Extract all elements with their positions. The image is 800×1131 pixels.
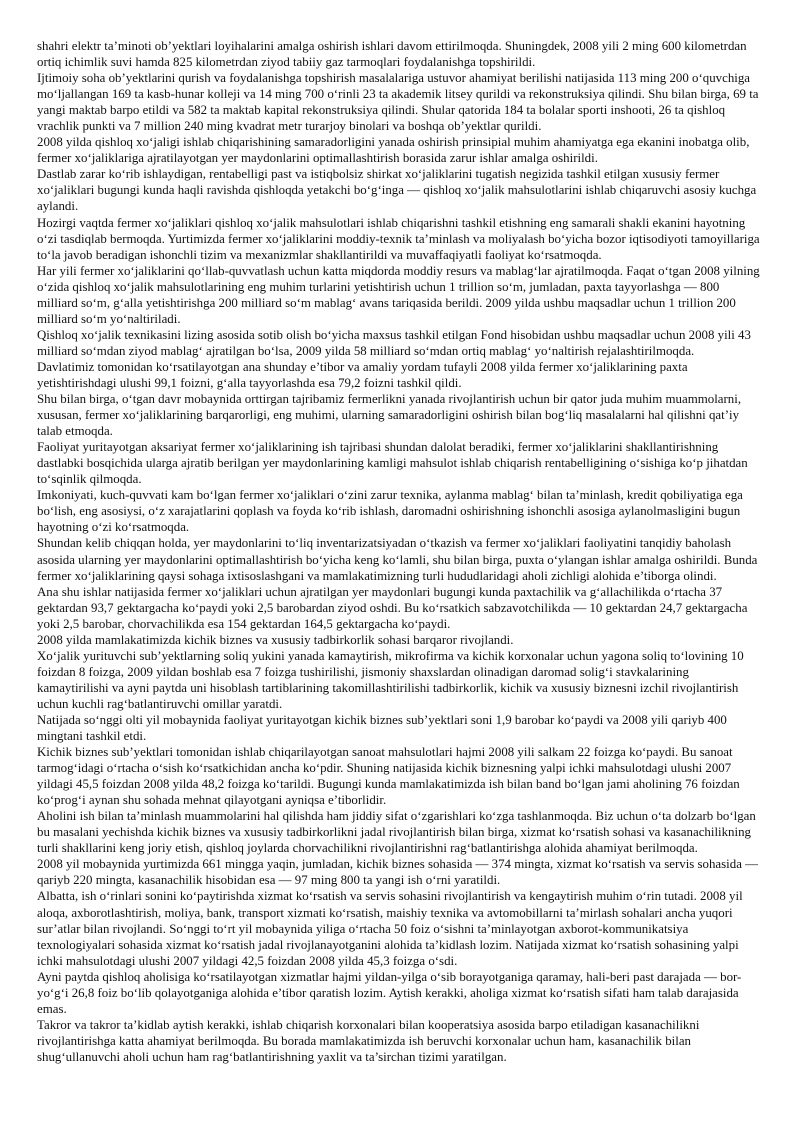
paragraph-4: Dastlab zarar ko‘rib ishlaydigan, rentabelligi past va istiqbolsiz shirkat xo‘jaliklarini tugatish negizida tashkil etilgan xususiy fermer xo‘jaliklari bugungi kunda haqli ravishda qishloqda yetakchi bo‘g‘inga — qishloq xo‘jalik mahsulotlarini ishlab chiqaruvchi asosiy kuchga aylandi. [37, 167, 757, 214]
paragraph-11: Imkoniyati, kuch-quvvati kam bo‘lgan fermer xo‘jaliklari o‘zini zarur texnika, aylanma mablag‘ bilan ta’minlash, kredit qobiliyatiga ega bo‘lish, eng asosiysi, o‘z xarajatlarini qoplash va foyda ko‘rib ishlash, daromadni oshirishning ishonchli asosiga aylanolmasligini bugun hayotning o‘zi ko‘rsatmoqda. [37, 488, 743, 535]
paragraph-17: Kichik biznes sub’yektlari tomonidan ishlab chiqarilayotgan sanoat mahsulotlari hajmi 2008 yili salkam 22 foizga ko‘paydi. Bu sanoat tarmog‘idagi o‘rtacha o‘sish ko‘rsatkichidan ancha ko‘pdir. Shuning natijasida kichik biznesning yalpi ichki mahsulotdagi ulushi 2007 yildagi 45,5 foizdan 2008 yilda 48,2 foizga ko‘tarildi. Bugungi kunda mamlakatimizda ish bilan band bo‘lgan jami aholining 76 foizdan ko‘prog‘i aynan shu sohada mehnat qilayotgani ayniqsa e’tiborlidir. [37, 745, 740, 808]
paragraph-16: Natijada so‘nggi olti yil mobaynida faoliyat yuritayotgan kichik biznes sub’yektlari soni 1,9 barobar ko‘paydi va 2008 yili qariyb 400 mingtani tashkil etdi. [37, 712, 727, 744]
paragraph-20: Albatta, ish o‘rinlari sonini ko‘paytirishda xizmat ko‘rsatish va servis sohasini rivojlantirish va kengaytirish muhim o‘rin tutadi. 2008 yil aloqa, axborotlashtirish, moliya, bank, transport xizmati ko‘rsatish, maishiy texnika va avtomobillarni ta’mirlash sohalari ancha yuqori sur’atlar bilan rivojlandi. So‘nggi to‘rt yil mobaynida yiliga o‘rtacha 50 foiz o‘sishni ta’minlayotgan axborot-kommunikatsiya texnologiyalari sohasida xizmat ko‘rsatish jadal rivojlanayotganini alohida ta’kidlash lozim. Natijada xizmat ko‘rsatish sohasining yalpi ichki mahsulotdagi ulushi 2007 yildagi 42,5 foizdan 2008 yilda 45,3 foizga o‘sdi. [37, 889, 743, 968]
paragraph-5: Hozirgi vaqtda fermer xo‘jaliklari qishloq xo‘jalik mahsulotlari ishlab chiqarishni tashkil etishning eng samarali shakli ekanini hayotning o‘zi tasdiqlab bermoqda. Yurtimizda fermer xo‘jaliklarini moddiy-texnik ta’minlash va moliyalash bo‘yicha bozor iqtisodiyoti tamoyillariga to‘la javob beradigan ishonchli tizim va mexanizmlar shakllantirildi va muvaffaqiyatli faoliyat ko‘rsatmoqda. [37, 215, 760, 262]
paragraph-6: Har yili fermer xo‘jaliklarini qo‘llab-quvvatlash uchun katta miqdorda moddiy resurs va mablag‘lar ajratilmoqda. Faqat o‘tgan 2008 yilning o‘zida qishloq xo‘jalik mahsulotlarining eng muhim turlarini yetishtirish uchun 1 trillion so‘m, jumladan, paxta tayyorlashga — 800 milliard so‘m, g‘alla yetishtirishga 200 milliard so‘m mablag‘ avans tariqasida berildi. 2009 yilda ushbu maqsadlar uchun 1 trillion 200 milliard so‘m yo‘naltiriladi. [37, 263, 760, 326]
paragraph-14: 2008 yilda mamlakatimizda kichik biznes va xususiy tadbirkorlik sohasi barqaror rivojlandi. [37, 632, 514, 647]
paragraph-8: Davlatimiz tomonidan ko‘rsatilayotgan ana shunday e’tibor va amaliy yordam tufayli 2008 yilda fermer xo‘jaliklarining paxta yetishtirishdagi ulushi 99,1 foizni, g‘alla tayyorlashda esa 79,2 foizni tashkil qildi. [37, 359, 688, 390]
paragraph-7: Qishloq xo‘jalik texnikasini lizing asosida sotib olish bo‘yicha maxsus tashkil etilgan Fond hisobidan ushbu maqsadlar uchun 2008 yili 43 milliard so‘mdan ziyod mablag‘ ajratilgan bo‘lsa, 2009 yilda 58 milliard so‘mdan ortiq mablag‘ yo‘naltirish rejalashtirilmoqda. [37, 327, 751, 358]
paragraph-19: 2008 yil mobaynida yurtimizda 661 mingga yaqin, jumladan, kichik biznes sohasida — 374 mingta, xizmat ko‘rsatish va servis sohasida — qariyb 220 mingta, kasanachilik hisobidan esa — 97 ming 800 ta yangi ish o‘rni yaratildi. [37, 857, 759, 888]
paragraph-10: Faoliyat yuritayotgan aksariyat fermer xo‘jaliklarining ish tajribasi shundan dalolat beradiki, fermer xo‘jaliklarini shakllantirishning dastlabki bosqichida ularga ajratib berilgan yer maydonlarining kamligi mahsulot ishlab chiqarish rentabelligining o‘sishiga ko‘p jihatdan to‘sqinlik qilmoqda. [37, 440, 748, 487]
paragraph-3: 2008 yilda qishloq xo‘jaligi ishlab chiqarishining samaradorligini yanada oshirish prinsipial muhim ahamiyatga ega ekanini inobatga olib, fermer xo‘jaliklariga ajratilayotgan yer maydonlarini optimallashtirish borasida zarur ishlar amalga oshirildi. [37, 135, 750, 166]
paragraph-22: Takror va takror ta’kidlab aytish kerakki, ishlab chiqarish korxonalari bilan kooperatsiya asosida barpo etiladigan kasanachilikni rivojlantirishga katta ahamiyat berilmoqda. Bu borada mamlakatimizda ish beruvchi korxonalar uchun ham, kasanachilik bilan shug‘ullanuvchi aholi uchun ham rag‘batlantirishning yaxlit va ta’sirchan tizimi yaratilgan. [37, 1017, 700, 1064]
paragraph-9: Shu bilan birga, o‘tgan davr mobaynida orttirgan tajribamiz fermerlikni yanada rivojlantirish uchun bir qator juda muhim muammolarni, xususan, fermer xo‘jaliklarining barqarorligi, eng muhimi, ularning samaradorligini oshirish bilan bog‘liq masalalarni hal qilishni qat’iy talab etmoqda. [37, 392, 742, 439]
paragraph-18: Aholini ish bilan ta’minlash muammolarini hal qilishda ham jiddiy sifat o‘zgarishlari ko‘zga tashlanmoqda. Biz uchun o‘ta dolzarb bo‘lgan bu masalani yechishda kichik biznes va xususiy tadbirkorlikni jadal rivojlantirish bilan birga, xizmat ko‘rsatish sohasi va kasanachilikning turli shakllarini keng joriy etish, qishloq joylarda chorvachilikni rivojlantirishni rag‘batlantirishga alohida ahamiyat berilmoqda. [37, 809, 756, 856]
paragraph-2: Ijtimoiy soha ob’yektlarini qurish va foydalanishga topshirish masalalariga ustuvor ahamiyat berilishi natijasida 113 ming 200 o‘quvchiga mo‘ljallangan 169 ta kasb-hunar kolleji va 14 ming 700 o‘rinli 23 ta akademik litsey qurildi va rekonstruksiya qilindi. Shu bilan birga, 69 ta yangi maktab barpo etildi va 582 ta maktab kapital rekonstruksiya qilindi. Shular qatorida 184 ta bolalar sporti inshooti, 26 ta qishloq vrachlik punkti va 7 million 240 ming kvadrat metr turarjoy binolari va boshqa ob’yektlar qurildi. [37, 71, 759, 134]
paragraph-15: Xo‘jalik yurituvchi sub’yektlarning soliq yukini yanada kamaytirish, mikrofirma va kichik korxonalar uchun yagona soliq to‘lovining 10 foizdan 8 foizga, 2009 yildan boshlab esa 7 foizga tushirilishi, jismoniy shaxslardan olinadigan daromad solig‘i stavkalarining kamaytirilishi va ayni paytda uni hisoblash tartiblarining takomillashtirilishi tadbirkorlik, kichik va xususiy biznesni izchil rivojlantirish uchun kuchli rag‘batlantiruvchi omillar yaratdi. [37, 648, 744, 711]
paragraph-21: Ayni paytda qishloq aholisiga ko‘rsatilayotgan xizmatlar hajmi yildan-yilga o‘sib borayotganiga qaramay, hali-beri past darajada — bor-yo‘g‘i 26,8 foiz bo‘lib qolayotganiga alohida e’tibor qaratish lozim. Aytish kerakki, aholiga xizmat ko‘rsatish sifati ham talab darajasida emas. [37, 969, 742, 1016]
paragraph-1: shahri elektr ta’minoti ob’yektlari loyihalarini amalga oshirish ishlari davom ettirilmoqda. Shuningdek, 2008 yili 2 ming 600 kilometrdan ortiq ichimlik suvi hamda 825 kilometrdan ziyod tabiiy gaz tarmoqlari foydalanishga topshirildi. [37, 39, 747, 70]
paragraph-13: Ana shu ishlar natijasida fermer xo‘jaliklari uchun ajratilgan yer maydonlari bugungi kunda paxtachilik va g‘allachilikda o‘rtacha 37 gektardan 93,7 gektargacha ko‘paydi yoki 2,5 barobardan ziyod oshdi. Bu ko‘rsatkich sabzavotchilikda — 10 gektardan 24,7 gektargacha yoki 2,5 barobar, chorvachilikda esa 154 gektardan 164,5 gektargacha ko‘paydi. [37, 584, 748, 631]
paragraph-12: Shundan kelib chiqqan holda, yer maydonlarini to‘liq inventarizatsiyadan o‘tkazish va fermer xo‘jaliklari faoliyatini tanqidiy baholash asosida ularning yer maydonlarini optimallashtirish bo‘yicha keng ko‘lamli, shu bilan birga, puxta o‘ylangan ishlar amalga oshirildi. Bunda fermer xo‘jaliklarining qaysi sohaga ixtisoslashgani va mamlakatimizning turli hududlaridagi aholi zichligi alohida e’tiborga olindi. [37, 536, 758, 583]
